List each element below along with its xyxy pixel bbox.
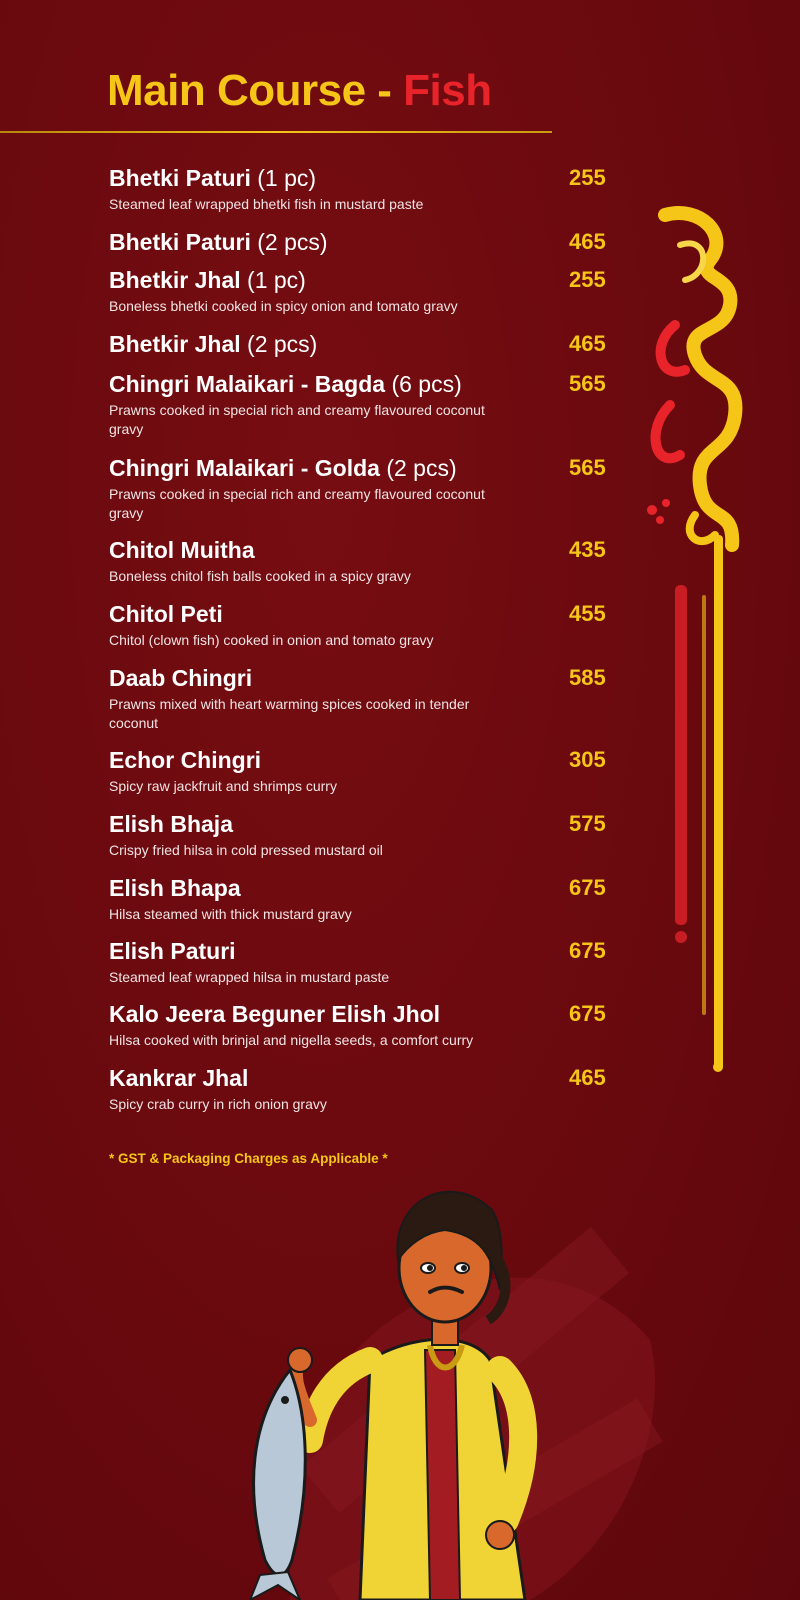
page-title (107, 66, 492, 116)
item-title: Chitol Peti (109, 601, 223, 627)
item-description: Hilsa cooked with brinjal and nigella seeds, a comfort curry (109, 1032, 474, 1048)
item-name (109, 600, 619, 628)
item-description: Hilsa steamed with thick mustard gravy (109, 906, 352, 922)
item-price: 465 (569, 1065, 606, 1090)
item-price: 675 (569, 1001, 606, 1026)
item-title: Bhetki Paturi (109, 229, 251, 255)
item-title: Kalo Jeera Beguner Elish Jhol (109, 1001, 441, 1027)
item-description: Steamed leaf wrapped bhetki fish in mustard paste (109, 196, 424, 212)
menu-item (109, 370, 619, 439)
item-title: Elish Bhapa (109, 875, 241, 901)
item-title: Daab Chingri (109, 665, 253, 691)
menu-item (109, 330, 619, 358)
item-name (109, 370, 619, 398)
item-price: 675 (569, 875, 606, 900)
menu-item (109, 746, 619, 796)
item-price: 465 (569, 229, 606, 254)
title-main: Main Course - (107, 66, 404, 115)
item-description: Spicy crab curry in rich onion gravy (109, 1096, 327, 1112)
menu-item (109, 937, 619, 987)
item-price: 255 (569, 165, 606, 190)
item-description: Spicy raw jackfruit and shrimps curry (109, 778, 337, 794)
paint-ornament-icon (640, 205, 760, 1105)
title-underline (0, 131, 552, 133)
item-name (109, 664, 619, 692)
item-title: Echor Chingri (109, 747, 262, 773)
menu-item (109, 1064, 619, 1114)
item-price: 435 (569, 537, 606, 562)
item-description: Prawns cooked in special rich and creamy flavoured coconut gravy (109, 402, 485, 437)
item-description: Prawns mixed with heart warming spices cooked in tender coconut (109, 696, 470, 731)
menu-item (109, 228, 619, 256)
item-name (109, 330, 619, 358)
menu-item (109, 810, 619, 860)
menu-item (109, 600, 619, 650)
item-title: Bhetkir Jhal (109, 331, 241, 357)
title-accent: Fish (403, 66, 492, 115)
menu-item (109, 1000, 619, 1050)
item-name (109, 164, 619, 192)
item-name (109, 810, 619, 838)
item-description: Chitol (clown fish) cooked in onion and tomato gravy (109, 632, 434, 648)
item-title: Kankrar Jhal (109, 1065, 249, 1091)
item-title: Bhetkir Jhal (109, 267, 241, 293)
item-description: Boneless bhetki cooked in spicy onion and tomato gravy (109, 298, 458, 314)
tax-note: * GST & Packaging Charges as Applicable * (109, 1151, 388, 1166)
item-name (109, 1000, 619, 1028)
item-title: Elish Paturi (109, 938, 236, 964)
item-name (109, 937, 619, 965)
item-portion: (2 pcs) (386, 455, 457, 481)
item-name (109, 536, 619, 564)
menu-item (109, 664, 619, 733)
item-description: Crispy fried hilsa in cold pressed mustard oil (109, 842, 383, 858)
item-portion: (2 pcs) (247, 331, 318, 357)
item-description: Boneless chitol fish balls cooked in a spicy gravy (109, 568, 411, 584)
item-price: 565 (569, 455, 606, 480)
menu-item (109, 536, 619, 586)
item-price: 465 (569, 331, 606, 356)
item-name (109, 454, 619, 482)
item-title: Chingri Malaikari - Bagda (109, 371, 386, 397)
item-price: 575 (569, 811, 606, 836)
item-portion: (1 pc) (247, 267, 306, 293)
item-price: 565 (569, 371, 606, 396)
item-price: 255 (569, 267, 606, 292)
item-description: Prawns cooked in special rich and creamy flavoured coconut gravy (109, 486, 485, 521)
item-name (109, 228, 619, 256)
menu-item (109, 454, 619, 523)
item-description: Steamed leaf wrapped hilsa in mustard paste (109, 969, 390, 985)
item-portion: (6 pcs) (391, 371, 462, 397)
item-title: Bhetki Paturi (109, 165, 251, 191)
item-name (109, 266, 619, 294)
item-name (109, 1064, 619, 1092)
item-portion: (2 pcs) (257, 229, 328, 255)
item-title: Chingri Malaikari - Golda (109, 455, 380, 481)
item-name (109, 746, 619, 774)
menu-item (109, 874, 619, 924)
item-name (109, 874, 619, 902)
item-title: Elish Bhaja (109, 811, 233, 837)
item-portion: (1 pc) (257, 165, 317, 191)
character-illustration-icon (230, 1160, 680, 1600)
item-title: Chitol Muitha (109, 537, 255, 563)
item-price: 585 (569, 665, 606, 690)
item-price: 675 (569, 938, 606, 963)
item-price: 305 (569, 747, 606, 772)
menu-item (109, 266, 619, 316)
menu-item (109, 164, 619, 214)
item-price: 455 (569, 601, 606, 626)
